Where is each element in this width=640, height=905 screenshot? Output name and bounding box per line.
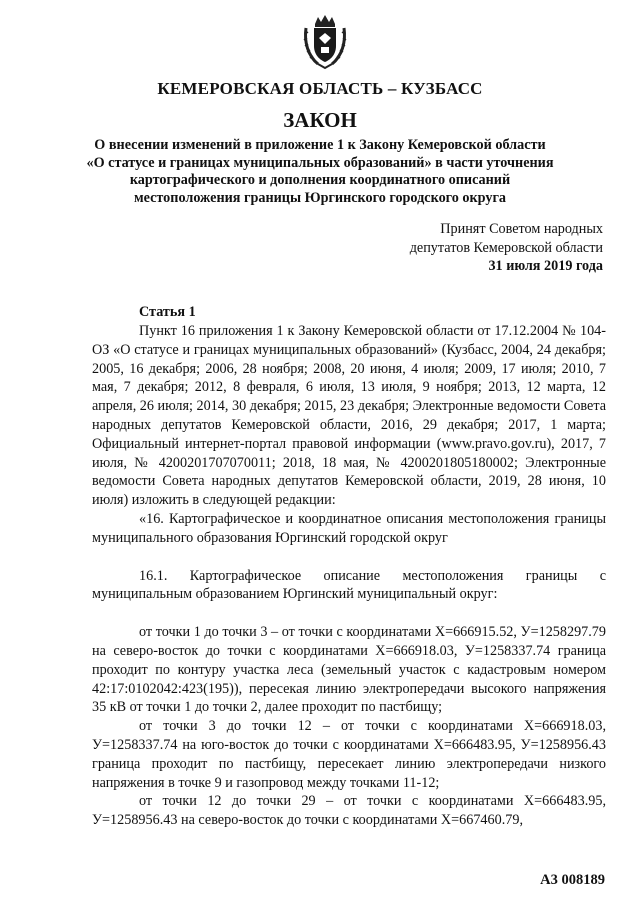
body-paragraph: от точки 1 до точки 3 – от точки с координатами X=666915.52, У=1258297.79 на северо-восток до точки с координатами X=666918.03, У=1258337.74 граница проходит по контуру участка леса (земельный участок с кадастровым номером 42:17:0102042:423(195)), пересекая линию электропередачи высокого напряжения 35 кВ от точки 1 до точки 2, далее проходит по пастбищу; [92, 624, 606, 716]
body-paragraph: от точки 12 до точки 29 – от точки с координатами X=666483.95, У=1258956.43 на северо-восток до точки с координатами X=667460.79, [92, 793, 606, 829]
adoption-line: Принят Советом народных [440, 221, 603, 237]
subtitle-line: О внесении изменений в приложение 1 к Закону Кемеровской области [94, 137, 546, 153]
law-subtitle [70, 137, 570, 207]
adoption-block [410, 220, 603, 276]
adoption-line: депутатов Кемеровской области [409, 239, 603, 256]
article-heading: Статья 1 [139, 304, 196, 320]
document-type: ЗАКОН [283, 108, 357, 132]
body-paragraph: 16.1. Картографическое описание местоположения границы с муниципальным образованием Юргинский муниципальный округ: [92, 567, 606, 603]
adoption-date: 31 июля 2019 года [488, 258, 603, 274]
article-body [92, 322, 606, 830]
body-paragraph: «16. Картографическое и координатное описания местоположения границы муниципального образования Юргинский городской округ [92, 510, 606, 546]
region-title: КЕМЕРОВСКАЯ ОБЛАСТЬ – КУЗБАСС [157, 79, 483, 98]
subtitle-line: местоположения границы Юргинского городского округа [133, 189, 507, 206]
subtitle-line: «О статусе и границах муниципальных образований» в части уточнения [86, 154, 554, 171]
subtitle-line: картографического и дополнения координатного описаний [129, 172, 511, 188]
form-serial-number: А3 008189 [540, 872, 605, 888]
body-paragraph: Пункт 16 приложения 1 к Закону Кемеровской области от 17.12.2004 № 104-ОЗ «О статусе и границах муниципальных образований» (Кузбасс, 2004, 24 декабря; 2005, 16 декабря; 2006, 28 ноября; 2008, 20 июня, 4 июля; 2009, 17 июля; 2010, 7 мая, 7 декабря; 2012, 8 февраля, 6 июля, 13 июля, 9 ноября; 2013, 12 марта, 12 апреля, 26 июля; 2014, 30 декабря; 2015, 23 декабря; Электронные ведомости Совета народных депутатов Кемеровской области, 2016, 29 декабря; 2017, 1 марта; Официальный интернет-портал правовой информации (www.pravo.gov.ru), 2017, 7 июля, № 4200201707070011; 2018, 18 мая, № 4200201805180002; Электронные ведомости Совета народных депутатов Кемеровской области, 2019, 28 июня, 10 июля) изложить в следующей редакции: [92, 323, 606, 509]
body-paragraph: от точки 3 до точки 12 – от точки с координатами X=666918.03, У=1258337.74 на юго-восток до точки с координатами X=666483.95, У=1258956.43 граница проходит по пастбищу, пересекает линию электропередачи низкого напряжения в точке 9 и газопровод между точками 11-12; [92, 718, 606, 791]
coat-of-arms-icon [302, 14, 348, 70]
